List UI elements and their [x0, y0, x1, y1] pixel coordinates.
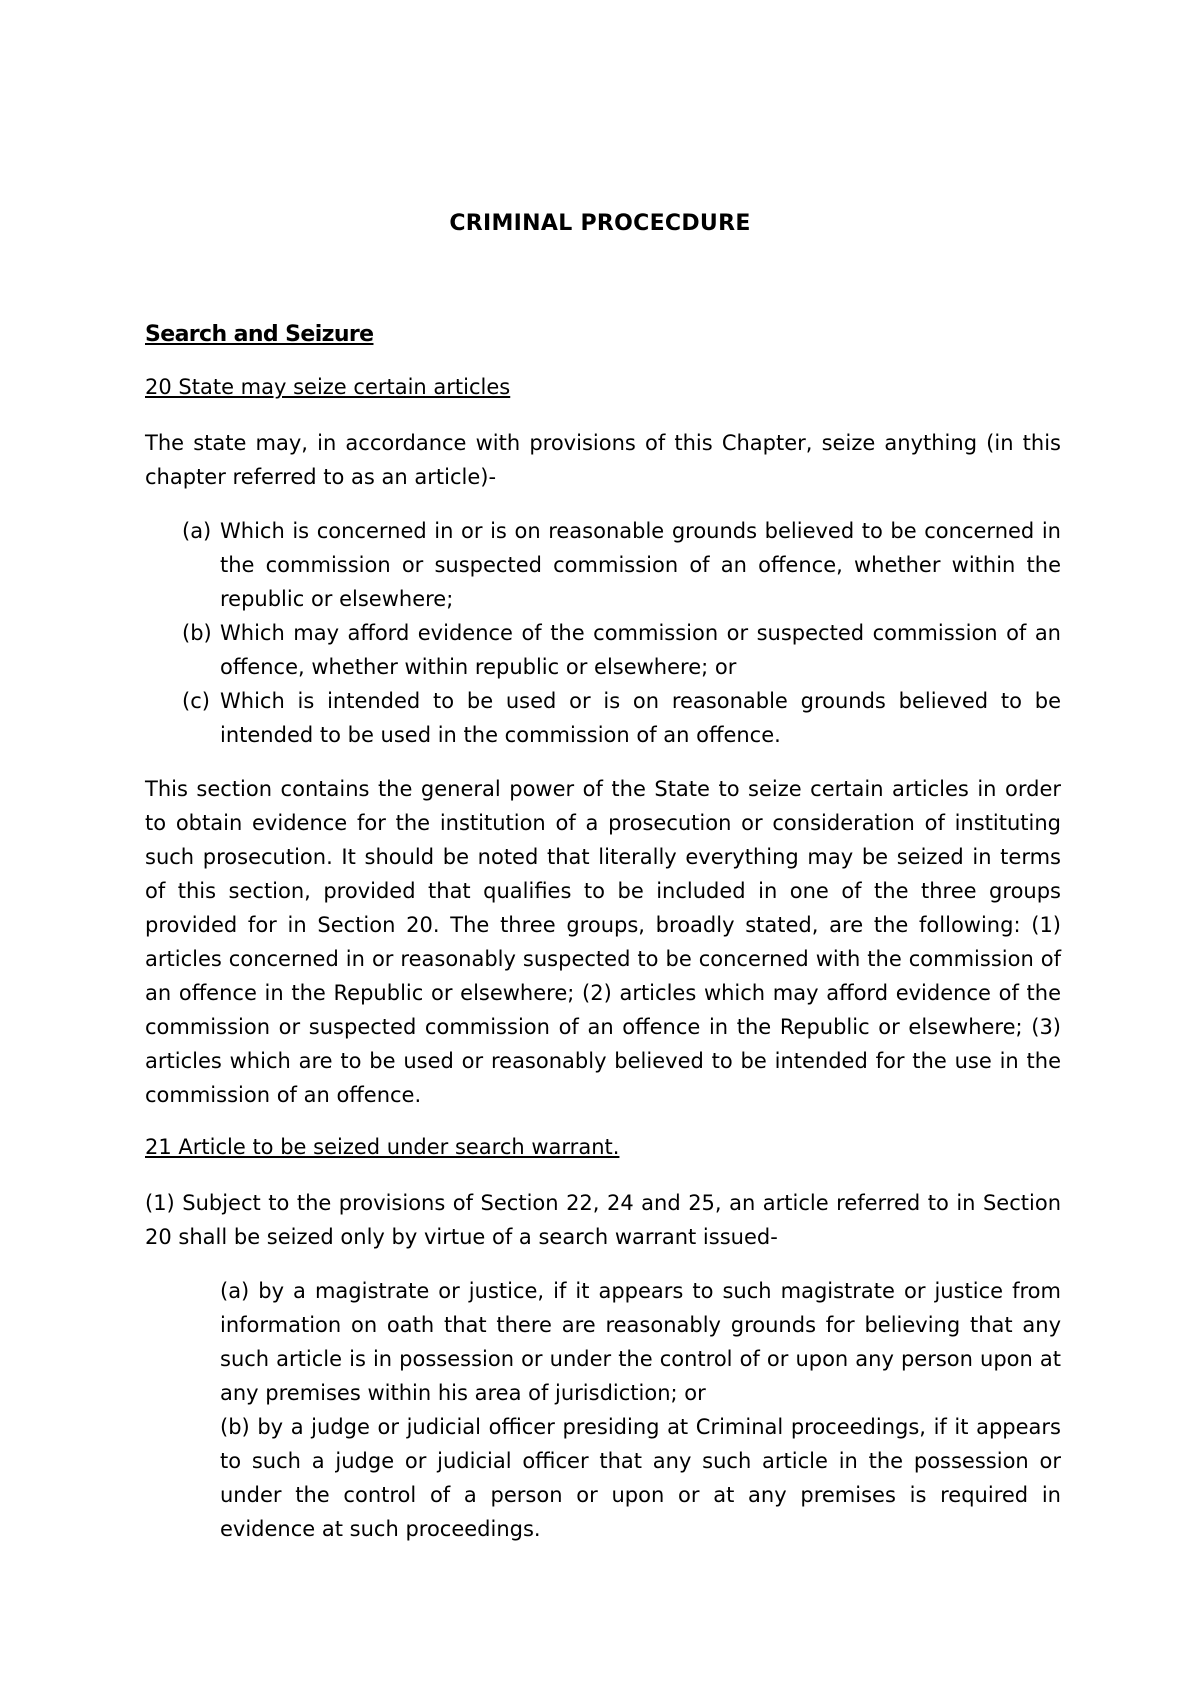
- section-20-list: [182, 514, 1061, 752]
- section-20-heading: 20 State may seize certain articles: [145, 375, 511, 399]
- list-item: (b) by a judge or judicial officer presiding at Criminal proceedings, if it appears to such a judge or judicial officer that any such article in the possession or under the control of a person or upon or at any premises is required in evidence at such proceedings.: [220, 1415, 1061, 1541]
- section-20-intro: The state may, in accordance with provisions of this Chapter, seize anything (in this chapter referred to as an article)-: [145, 431, 1061, 489]
- list-marker: (b): [182, 621, 212, 645]
- section-heading: Search and Seizure: [145, 322, 374, 347]
- list-item-text: Which is intended to be used or is on reasonable grounds believed to be intended to be used in the commission of an offence.: [220, 689, 1061, 747]
- list-marker: (a): [182, 519, 212, 543]
- section-21-heading: 21 Article to be seized under search warrant.: [145, 1135, 620, 1159]
- list-item-text: Which is concerned in or is on reasonable grounds believed to be concerned in the commission or suspected commission of an offence, whether within the republic or elsewhere;: [220, 519, 1061, 611]
- section-20-commentary: This section contains the general power of the State to seize certain articles in order to obtain evidence for the institution of a prosecution or consideration of instituting such prosecution. It should be noted that literally everything may be seized in terms of this section, provided that qualifies to be included in one of the three groups provided for in Section 20. The three groups, broadly stated, are the following: (1) articles concerned in or reasonably suspected to be concerned with the commission of an offence in the Republic or elsewhere; (2) articles which may afford evidence of the commission or suspected commission of an offence in the Republic or elsewhere; (3) articles which are to be used or reasonably believed to be intended for the use in the commission of an offence.: [145, 777, 1061, 1107]
- list-item: [182, 684, 1061, 752]
- list-item: [182, 514, 1061, 616]
- list-item: [182, 616, 1061, 684]
- list-marker: (c): [182, 689, 210, 713]
- document-title: CRIMINAL PROCECDURE: [449, 211, 751, 236]
- section-21-list: [220, 1274, 1061, 1546]
- list-item-text: Which may afford evidence of the commission or suspected commission of an offence, whether within republic or elsewhere; or: [220, 621, 1061, 679]
- list-item: (a) by a magistrate or justice, if it appears to such magistrate or justice from information on oath that there are reasonably grounds for believing that any such article is in possession or under the control of or upon any person upon at any premises within his area of jurisdiction; or: [220, 1279, 1061, 1405]
- section-21-intro: (1) Subject to the provisions of Section 22, 24 and 25, an article referred to in Section 20 shall be seized only by virtue of a search warrant issued-: [145, 1191, 1061, 1249]
